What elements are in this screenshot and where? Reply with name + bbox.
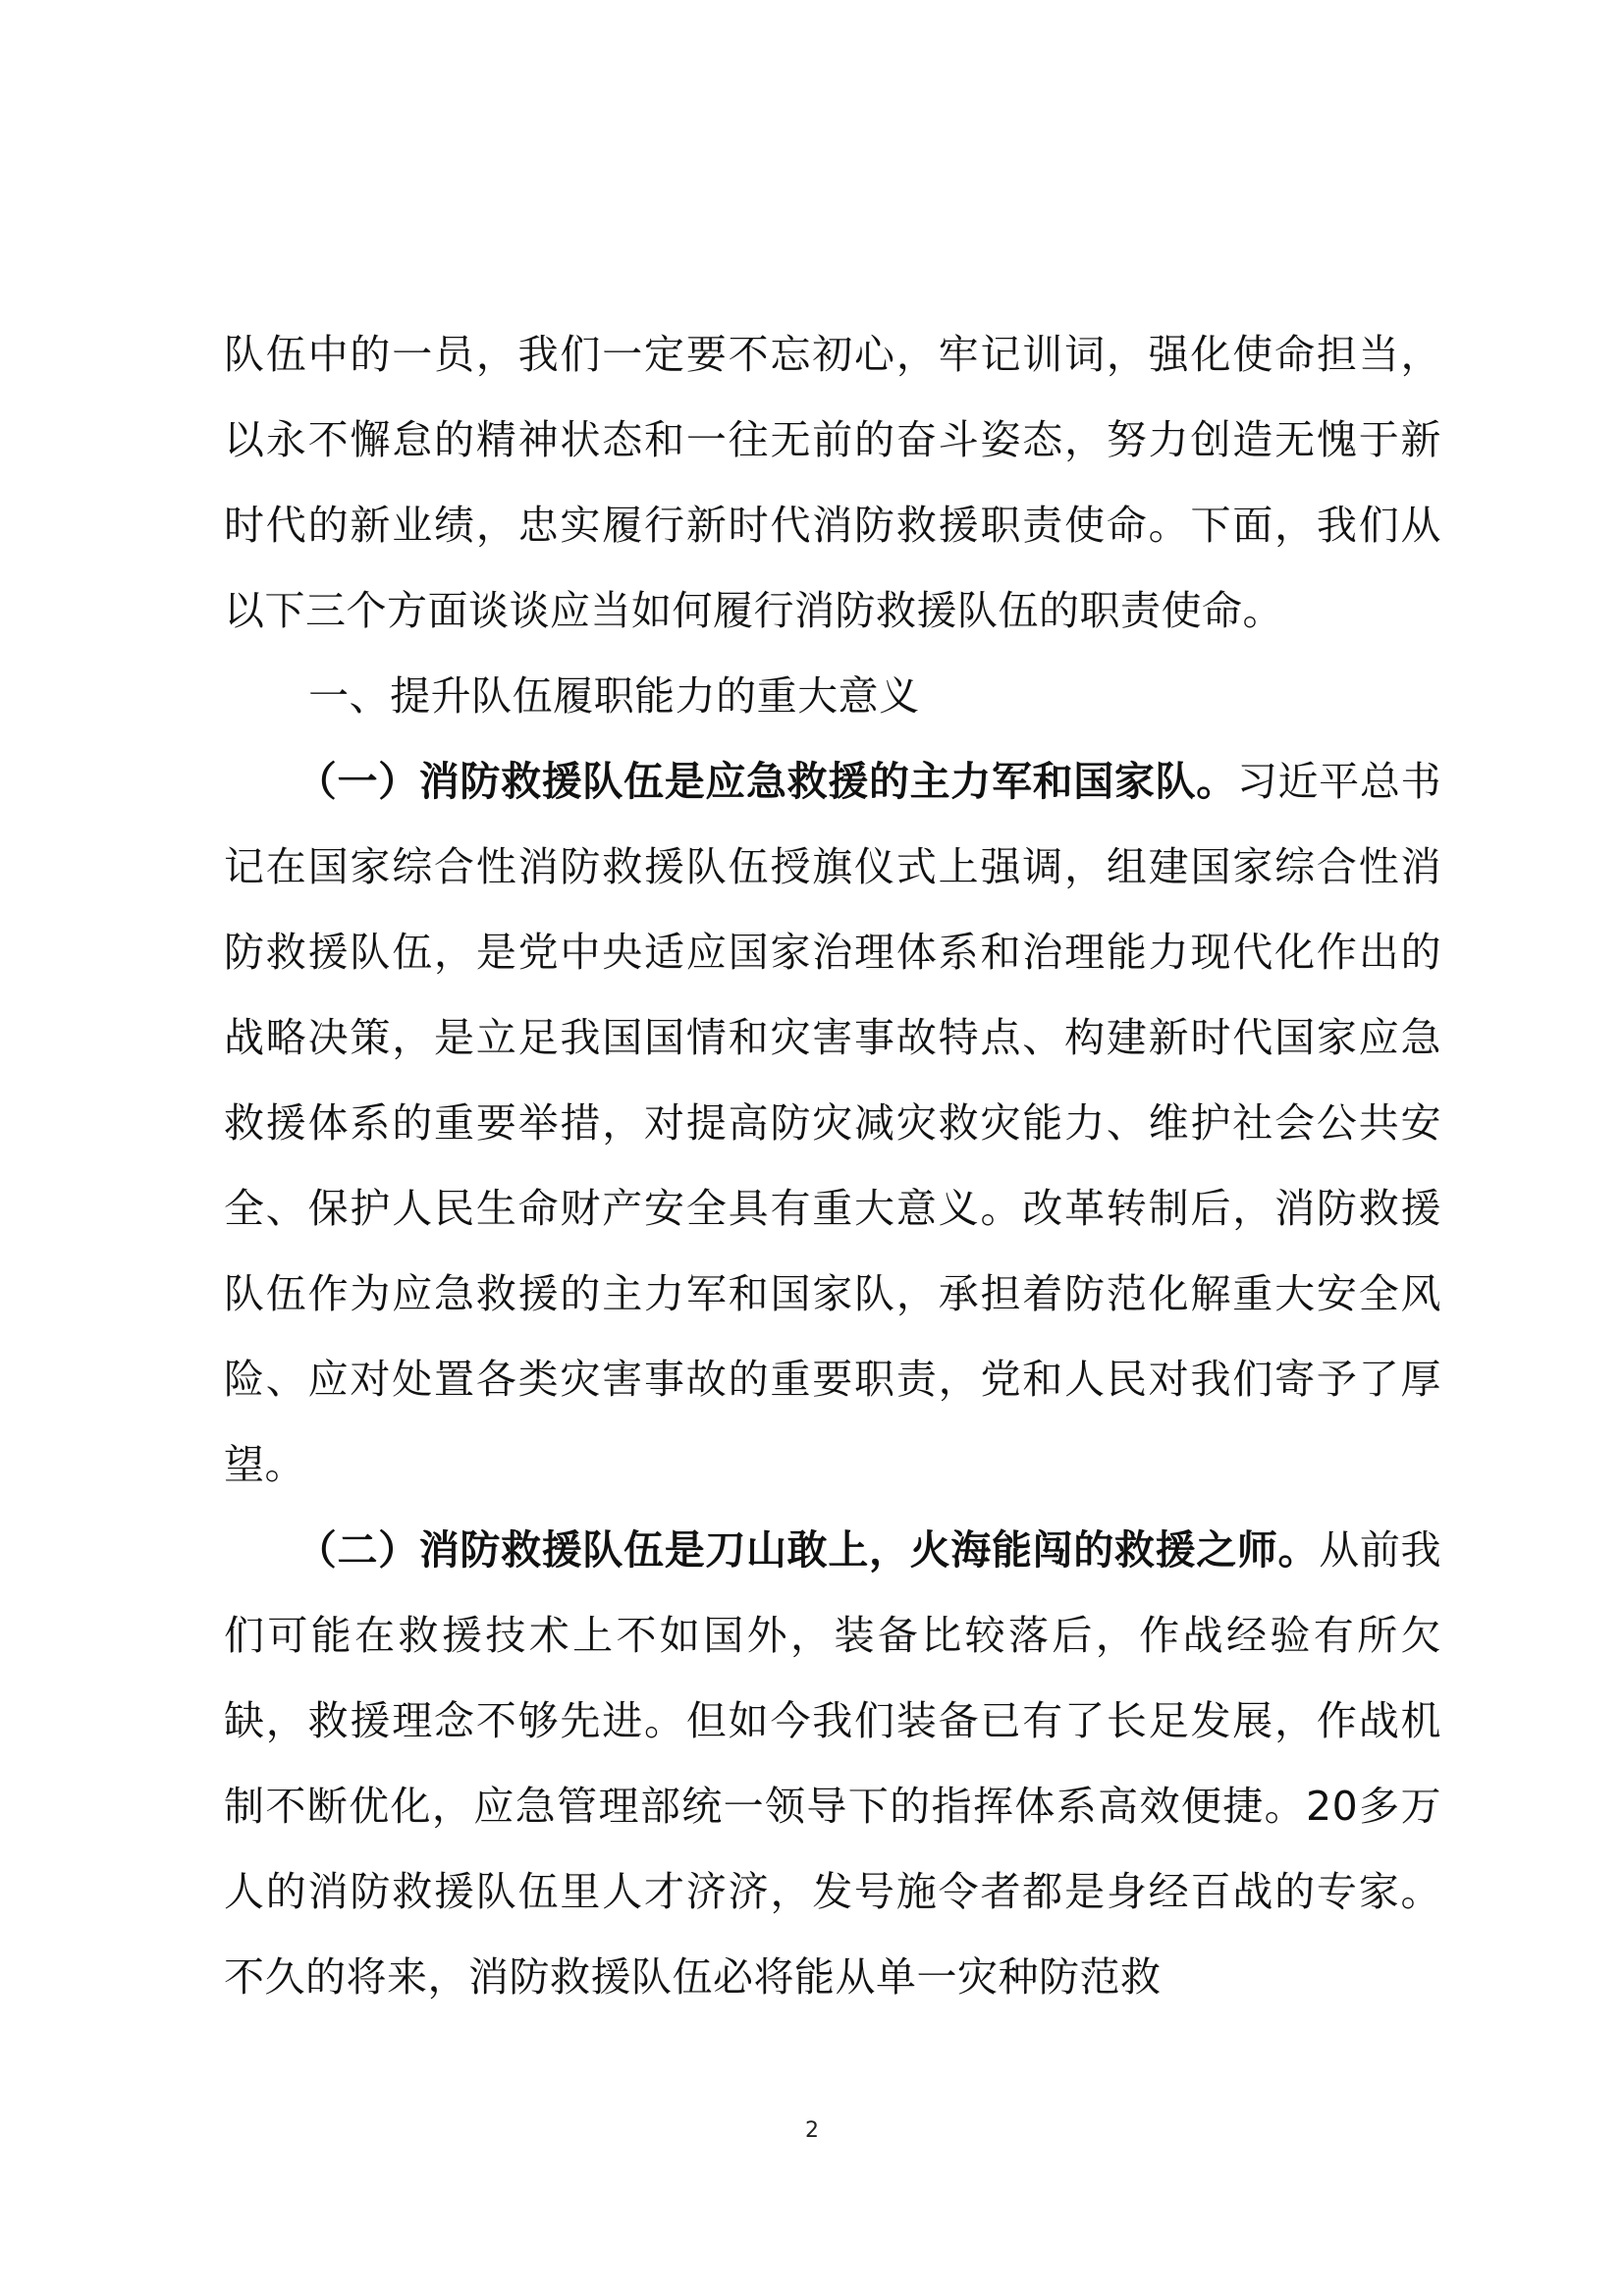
paragraph-section-2 [224, 1508, 1441, 2020]
paragraph-intro: 队伍中的一员，我们一定要不忘初心，牢记训词，强化使命担当，以永不懈怠的精神状态和一往无前的奋斗姿态，努力创造无愧于新时代的新业绩，忠实履行新时代消防救援职责使命。下面，我们从以下三个方面谈谈应当如何履行消防救援队伍的职责使命。 [224, 331, 1441, 634]
paragraph-section-2-body: 从前我们可能在救援技术上不如国外，装备比较落后，作战经验有所欠缺，救援理念不够先进。但如今我们装备已有了长足发展，作战机制不断优化，应急管理部统一领导下的指挥体系高效便捷。20多万人的消防救援队伍里人才济济，发号施令者都是身经百战的专家。不久的将来，消防救援队伍必将能从单一灾种防范救 [224, 1526, 1441, 2001]
subheading-1: （一）消防救援队伍是应急救援的主力军和国家队。 [296, 758, 1237, 805]
page-number: 2 [805, 2118, 819, 2143]
subheading-2: （二）消防救援队伍是刀山敢上，火海能闯的救援之师。 [296, 1526, 1320, 1574]
paragraph-section-1 [224, 739, 1441, 1508]
paragraph-section-1-body: 习近平总书记在国家综合性消防救援队伍授旗仪式上强调，组建国家综合性消防救援队伍，是党中央适应国家治理体系和治理能力现代化作出的战略决策，是立足我国国情和灾害事故特点、构建新时代国家应急救援体系的重要举措，对提高防灾减灾救灾能力、维护社会公共安全、保护人民生命财产安全具有重大意义。改革转制后，消防救援队伍作为应急救援的主力军和国家队，承担着防范化解重大安全风险、应对处置各类灾害事故的重要职责，党和人民对我们寄予了厚望。 [224, 758, 1441, 1488]
section-heading-1: 一、提升队伍履职能力的重大意义 [308, 672, 920, 720]
document-body [224, 312, 1441, 2020]
